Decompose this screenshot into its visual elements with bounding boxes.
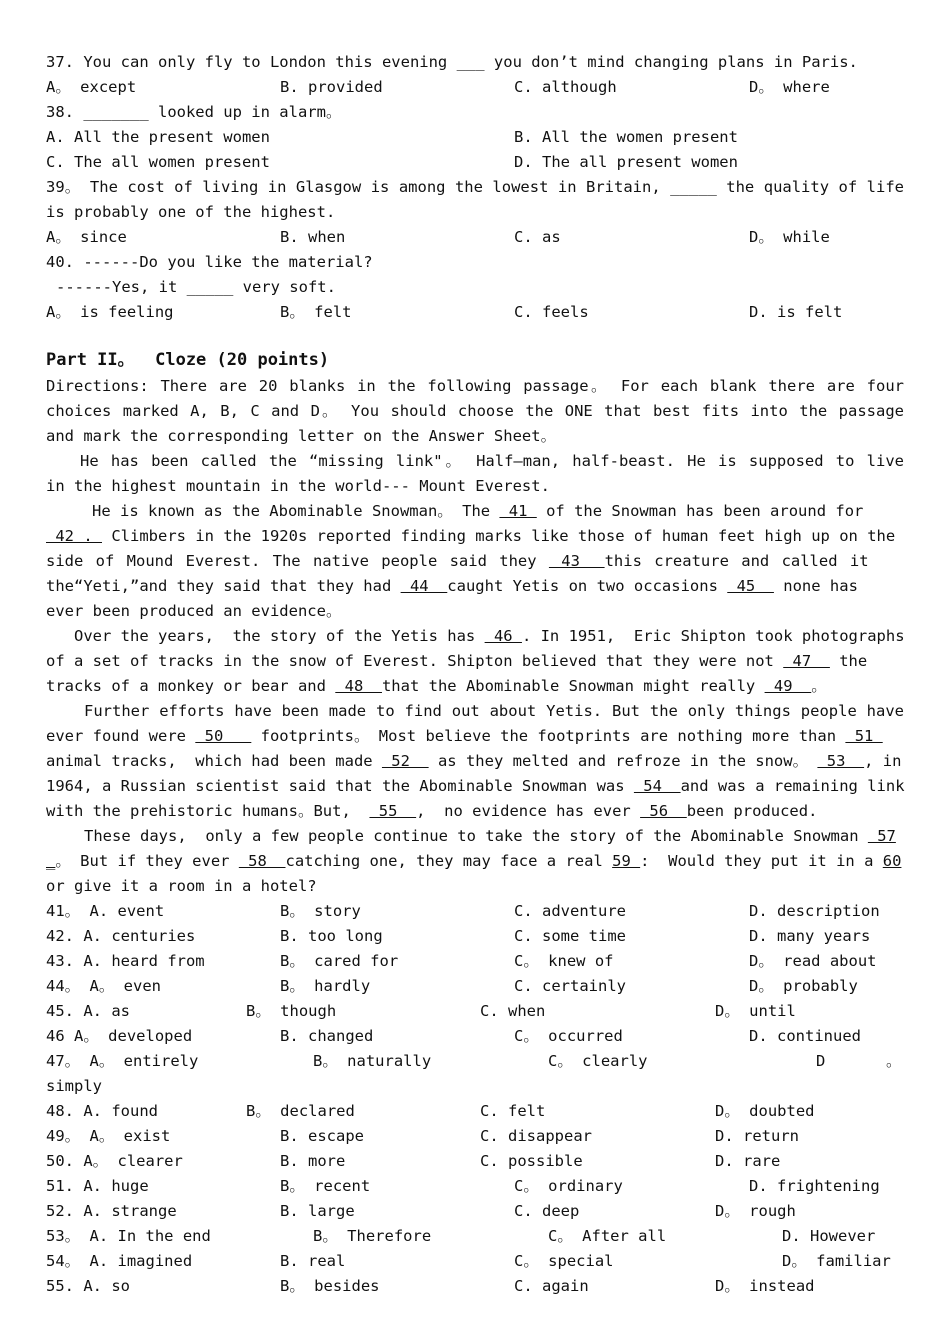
question-41-option-d: D. description — [749, 902, 880, 920]
question-51-option-a: 51. A. huge — [46, 1177, 149, 1195]
blank-51[interactable]: 51 — [845, 727, 883, 745]
question-47-option-b: B。 naturally — [313, 1052, 432, 1070]
question-38-option-b: B. All the women present — [514, 128, 738, 146]
question-55-option-b: B。 besides — [280, 1277, 380, 1295]
passage-line: These days, only a few people continue to take the story of the Abominable Snowman 57 — [84, 827, 896, 845]
passage-line: or give it a room in a hotel? — [46, 877, 317, 895]
question-45-option-c: C. when — [480, 1002, 546, 1020]
question-42-option-d: D. many years — [749, 927, 871, 945]
passage-line: ever found were 50 footprints。 Most believe the footprints are nothing more than 51 — [46, 727, 883, 745]
passage-line: animal tracks, which had been made 52 as they melted and refroze in the snow。 53 , in — [46, 752, 902, 770]
blank-50[interactable]: 50 — [195, 727, 252, 745]
question-38-option-a: A. All the present women — [46, 128, 270, 146]
question-51-option-b: B。 recent — [280, 1177, 371, 1195]
question-37-option-d: D。 where — [749, 78, 830, 96]
question-50-option-d: D. rare — [715, 1152, 781, 1170]
question-43-option-a: 43. A. heard from — [46, 952, 205, 970]
directions-line-1: Directions: There are 20 blanks in the following passage。 For each blank there are four — [46, 377, 904, 395]
passage-line: 42 . Climbers in the 1920s reported finding marks like those of human feet high up on the — [46, 527, 896, 545]
question-49-option-c: C. disappear — [480, 1127, 592, 1145]
directions-line-3: and mark the corresponding letter on the Answer Sheet。 — [46, 427, 557, 445]
question-53-option-a: 53。 A. In the end — [46, 1227, 211, 1245]
question-43-option-d: D。 read about — [749, 952, 877, 970]
blank-60[interactable]: 60 — [882, 852, 902, 870]
passage-line: Over the years, the story of the Yetis has 46 . In 1951, Eric Shipton took photographs — [74, 627, 905, 645]
question-47-option-d-text: simply — [46, 1077, 102, 1095]
section-title: Part II。 Cloze (20 points) — [46, 350, 330, 370]
question-46-option-b: B. changed — [280, 1027, 374, 1045]
question-55-option-d: D。 instead — [715, 1277, 815, 1295]
question-42-option-b: B. too long — [280, 927, 383, 945]
question-55-option-c: C. again — [514, 1277, 589, 1295]
passage-line: in the highest mountain in the world--- Mount Everest. — [46, 477, 550, 495]
question-52-option-c: C. deep — [514, 1202, 580, 1220]
question-39-option-c: C. as — [514, 228, 561, 246]
blank-53[interactable]: 53 — [817, 752, 865, 770]
question-50-option-a: 50. A。 clearer — [46, 1152, 183, 1170]
question-52-option-d: D。 rough — [715, 1202, 796, 1220]
passage-line: He has been called the “missing link"。 Half—man, half-beast. He is supposed to live — [80, 452, 904, 470]
passage-line: tracks of a monkey or bear and 48 that the Abominable Snowman might really 49 。 — [46, 677, 827, 695]
passage-line: side of Mound Everest. The native people said they 43 this creature and called it — [46, 552, 869, 570]
question-51-option-c: C。 ordinary — [514, 1177, 623, 1195]
question-45-option-d: D。 until — [715, 1002, 796, 1020]
question-39-option-b: B. when — [280, 228, 346, 246]
question-38-option-c: C. The all women present — [46, 153, 270, 171]
passage-line: of a set of tracks in the snow of Everest. Shipton believed that they were not 47 the — [46, 652, 868, 670]
question-47-option-c: C。 clearly — [548, 1052, 648, 1070]
blank-47[interactable]: 47 — [783, 652, 830, 670]
question-42-option-a: 42. A. centuries — [46, 927, 196, 945]
question-41-option-b: B。 story — [280, 902, 361, 920]
question-43-option-b: B。 cared for — [280, 952, 399, 970]
question-51-option-d: D. frightening — [749, 1177, 880, 1195]
blank-56[interactable]: 56 — [640, 802, 687, 820]
directions-line-2: choices marked A, B, C and D。 You should choose the ONE that best fits into the passage — [46, 402, 904, 420]
question-48-option-b: B。 declared — [246, 1102, 355, 1120]
question-44-option-d: D。 probably — [749, 977, 858, 995]
blank-41[interactable]: 41 — [499, 502, 537, 520]
question-48-option-a: 48. A. found — [46, 1102, 158, 1120]
question-39-stem-line-2: is probably one of the highest. — [46, 203, 336, 221]
question-48-option-c: C. felt — [480, 1102, 546, 1120]
question-38-option-d: D. The all present women — [514, 153, 738, 171]
question-54-option-b: B. real — [280, 1252, 346, 1270]
question-43-option-c: C。 knew of — [514, 952, 614, 970]
question-37-option-a: A。 except — [46, 78, 137, 96]
question-37-option-b: B. provided — [280, 78, 383, 96]
question-40-option-b: B。 felt — [280, 303, 352, 321]
passage-line: 1964, a Russian scientist said that the Abominable Snowman was 54 and was a remaining link — [46, 777, 905, 795]
blank-54[interactable]: 54 — [633, 777, 681, 795]
question-49-option-a: 49。 A。 exist — [46, 1127, 171, 1145]
question-49-option-b: B. escape — [280, 1127, 364, 1145]
question-53-option-d: D. However — [782, 1227, 876, 1245]
question-40-stem-line-2: ------Yes, it _____ very soft. — [56, 278, 336, 296]
passage-line: _。 But if they ever 58 catching one, they may face a real 59 : Would they put it in a 60 — [46, 852, 902, 870]
blank-42[interactable]: 42 . — [46, 527, 102, 545]
blank-55[interactable]: 55 — [369, 802, 417, 820]
question-37-stem: 37. You can only fly to London this evening ___ you don’t mind changing plans in Paris. — [46, 53, 858, 71]
question-41-option-a: 41。 A. event — [46, 902, 165, 920]
question-47-option-d-letter: D — [816, 1052, 826, 1070]
question-39-option-d: D。 while — [749, 228, 830, 246]
passage-line: Further efforts have been made to find out about Yetis. But the only things people have — [84, 702, 904, 720]
question-45-option-b: B。 though — [246, 1002, 337, 1020]
blank-43[interactable]: 43 — [548, 552, 605, 570]
passage-line: with the prehistoric humans。But, 55 , no evidence has ever 56 been produced. — [46, 802, 818, 820]
question-39-option-a: A。 since — [46, 228, 127, 246]
question-47-option-d-mark: 。 — [886, 1052, 902, 1070]
question-40-option-c: C. feels — [514, 303, 589, 321]
blank-58[interactable]: 58 — [238, 852, 286, 870]
blank-57[interactable]: 57 — [867, 827, 896, 845]
question-50-option-b: B. more — [280, 1152, 346, 1170]
blank-46[interactable]: 46 — [484, 627, 522, 645]
question-40-option-a: A。 is feeling — [46, 303, 174, 321]
question-54-option-d: D。 familiar — [782, 1252, 891, 1270]
question-46-option-d: D. continued — [749, 1027, 861, 1045]
question-54-option-c: C。 special — [514, 1252, 614, 1270]
blank-52[interactable]: 52 — [381, 752, 429, 770]
question-38-stem: 38. _______ looked up in alarm。 — [46, 103, 342, 121]
passage-line: ever been produced an evidence。 — [46, 602, 342, 620]
question-48-option-d: D。 doubted — [715, 1102, 815, 1120]
question-41-option-c: C. adventure — [514, 902, 626, 920]
question-47-option-a: 47。 A。 entirely — [46, 1052, 199, 1070]
question-39-stem-line-1: 39。 The cost of living in Glasgow is among the lowest in Britain, _____ the quality of life — [46, 178, 904, 196]
question-42-option-c: C. some time — [514, 927, 626, 945]
question-53-option-b: B。 Therefore — [313, 1227, 432, 1245]
question-44-option-c: C. certainly — [514, 977, 626, 995]
blank-49[interactable]: 49 — [764, 677, 812, 695]
blank-45[interactable]: 45 — [727, 577, 774, 595]
passage-line: the“Yeti,”and they said that they had 44 caught Yetis on two occasions 45 none has — [46, 577, 858, 595]
question-46-option-a: 46 A。 developed — [46, 1027, 193, 1045]
question-49-option-d: D. return — [715, 1127, 799, 1145]
question-46-option-c: C。 occurred — [514, 1027, 623, 1045]
question-53-option-c: C。 After all — [548, 1227, 667, 1245]
question-50-option-c: C. possible — [480, 1152, 583, 1170]
blank-44[interactable]: 44 — [400, 577, 448, 595]
question-44-option-b: B。 hardly — [280, 977, 371, 995]
question-52-option-a: 52. A. strange — [46, 1202, 177, 1220]
question-54-option-a: 54。 A. imagined — [46, 1252, 193, 1270]
question-40-option-d: D. is felt — [749, 303, 843, 321]
question-37-option-c: C. although — [514, 78, 617, 96]
question-52-option-b: B. large — [280, 1202, 355, 1220]
question-40-stem-line-1: 40. ------Do you like the material? — [46, 253, 373, 271]
blank-59[interactable]: 59 — [612, 852, 641, 870]
blank-48[interactable]: 48 — [335, 677, 382, 695]
question-45-option-a: 45. A. as — [46, 1002, 130, 1020]
question-44-option-a: 44。 A。 even — [46, 977, 161, 995]
question-55-option-a: 55. A. so — [46, 1277, 130, 1295]
passage-line: He is known as the Abominable Snowman。 The 41 of the Snowman has been around for — [92, 502, 864, 520]
